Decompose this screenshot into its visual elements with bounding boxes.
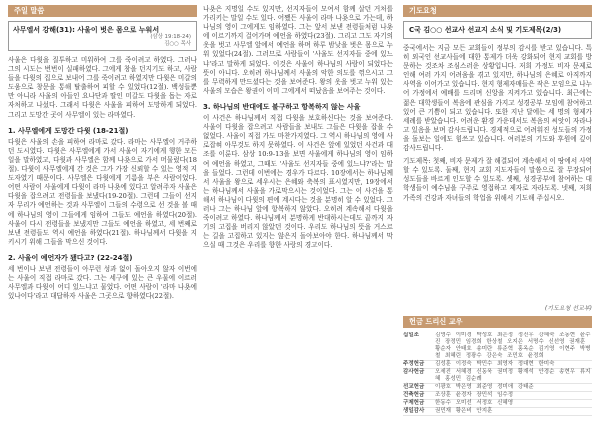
prayer-paragraph: 기도제목: 첫째, 비자 문제가 잘 해결되어 계속해서 이 땅에서 사역할 수 있도록. 둘째, 현지 교회 지도자들이 말씀으로 잘 무장되어 성도들을 바르게 인도할 수 있도록. 셋째, 성경공부에 참여하는 대학생들이 예수님을 구주로 영접하고 제자로 자라도록. 넷째, 저희 가족의 건강과 자녀들의 학업을 위해서 기도해 주십시오.	[403, 157, 592, 202]
section-body: 이 사건은 하나님께서 직접 다윗을 보호하신다는 것을 보여준다. 사울이 다윗을 잡으려고 사람들을 보내도 그들은 다윗을 잡을 수 없었다. 사울이 직접 가도 마찬가지였다. 그 역시 하나님의 영에 사로잡혀 아무것도 하지 못하였다. 이 사건은 앞에 있었던 사건과 대조를 이룬다. 삼상 10:9-13을 보면 사울에게 하나님의 영이 임하여 예언을 하였고, 그때도 '사울도 선지자들 중에 있느냐?'라는 말을 들었다. 그런데 이번에는 경우가 다르다. 10장에서는 하나님께서 사울을 왕으로 세우시는 은혜와 축복의 표시였지만, 19장에서는 하나님께서 사울을 가로막으시는 것이었다. 그는 이 사건을 통해서 하나님이 다윗의 편에 계시다는 것을 분명히 알 수 있었다. 그러나 그는 하나님 앞에 항복하지 않았다. 오히려 계속해서 다윗을 죽이려고 하였다. 하나님께서 분명하게 반대하시는데도 끝까지 자기의 고집을 버리지 않았던 것이다. 우리도 하나님의 뜻을 거스르는 길을 고집하고 있지는 않은지 돌아보아야 한다. 하나님께서 막으실 때 그것은 우리를 향한 사랑의 경고이다.	[203, 114, 393, 250]
prayer-text	[403, 44, 592, 302]
section-heading: 1. 사무엘에게 도망간 다윗 (18-21절)	[8, 126, 129, 135]
offering-row	[403, 332, 592, 361]
offering-names: 한동수 오미선 서정호 신혜영	[435, 400, 514, 406]
offering-row	[403, 392, 592, 400]
offering-row	[403, 369, 592, 384]
sermon-column-continued	[203, 5, 393, 418]
sermon-body	[8, 56, 197, 417]
offering-names: 권민재 황은비 안지훈	[435, 408, 493, 414]
prayer-title: C국 김○○ 선교사 선교지 소식 및 기도제목(2/3)	[403, 21, 592, 39]
offering-category: 감사헌금	[403, 369, 425, 375]
sermon-banner: 주일 말씀	[8, 5, 197, 17]
offering-row	[403, 361, 592, 369]
offering-names: 김성훈 이정숙 박민수 최영자 정대현 한미숙	[435, 361, 555, 367]
offering-category: 십일조	[403, 332, 419, 338]
offering-banner: 헌금 드리신 교우	[403, 316, 592, 328]
offering-row	[403, 400, 592, 408]
sermon-title: 사무엘서 강해(31): 사울이 벗은 몸으로 누워서	[13, 26, 160, 34]
offering-names: 김영수 이미경 박성호 최은정 정진우 강혜숙 조동현 윤수진 장정민 임경희 한상철 오지은 서명수 신선영 권재훈 황순자 안태호 송미란 류준혁 홍옥순 김기영 이현주 박병철 최혜린 정광수 강은숙 조민호 윤정희	[435, 332, 591, 359]
prayer-banner: 기도요청	[403, 5, 592, 17]
section-body: 다윗은 사울의 손을 피하여 라마로 갔다. 라마는 사무엘이 거주하던 도시였다. 다윗은 사무엘에게 가서 사울이 자기에게 행한 모든 일을 말하였고, 다윗과 사무엘은 함께 나욧으로 가서 머물렀다(18절). 다윗이 사무엘에게 간 것은 그가 가장 신뢰할 수 있는 영적 지도자였기 때문이다. 사무엘은 다윗에게 기름을 부은 사람이었다. 어떤 사람이 사울에게 다윗이 라마 나욧에 있다고 알려주자 사울은 다윗을 잡으려고 전령들을 보냈다(19-20절). 그런데 그들이 선지자 무리가 예언하는 것과 사무엘이 그들의 수령으로 선 것을 볼 때에 하나님의 영이 그들에게 임하여 그들도 예언을 하였다(20절). 사울이 다시 전령들을 보냈지만 그들도 예언을 하였고, 세 번째로 보낸 전령들도 역시 예언을 하였다(21절). 하나님께서 다윗을 지키시기 위해 그들을 막으신 것이다.	[8, 137, 197, 246]
sermon-intro: 사울은 다윗을 질투하고 미워하여 그를 죽이려고 하였다. 그러나 그의 시도는 번번이 실패하였다. 그에게 창을 던지기도 하고, 사람들을 다윗의 집으로 보내어 그를 죽이려고 하였지만 다윗은 미갈의 도움으로 창문을 통해 탈출하여 피할 수 있었다(12절). 백성들뿐만 아니라 사울의 아들인 요나단과 딸인 미갈도 다윗을 돕는 자로 자처하고 나섰다. 그래서 다윗은 사울을 피하여 도망하게 되었다. 그리고 도망간 곳이 사무엘이 있는 라마였다.	[8, 56, 197, 119]
scripture-reference: (삼상 19:18-24)	[150, 34, 191, 40]
section-heading: 3. 하나님의 반대에도 불구하고 항복하지 않는 사울	[203, 102, 361, 111]
section-body: 세 번이나 보낸 전령들이 아무런 성과 없이 돌아오지 않자 이번에는 사울이 직접 라마로 갔다. 그는 세구에 있는 큰 우물에 이르러 사무엘과 다윗이 어디 있느냐고 물었다. 어떤 사람이 '라마 나욧에 있나이다'라고 대답하자 사울은 그곳으로 향하였다(22절).	[8, 264, 197, 301]
offering-category: 구제헌금	[403, 400, 425, 406]
offering-names: 오세진 서혜경 신동욱 권미정 황재석 안경순 송현우 류지혜 홍성민 김순례	[435, 369, 591, 382]
offering-category: 주정헌금	[403, 361, 425, 367]
offering-row	[403, 408, 592, 416]
sermon-meta	[150, 34, 191, 48]
offering-category: 건축헌금	[403, 392, 425, 398]
sermon-title-box	[8, 21, 197, 51]
offering-category: 생일감사	[403, 408, 425, 414]
offering-names: 이광호 박은영 최준영 정미애 강태준	[435, 384, 534, 390]
prayer-signature: (기도요청 선교부)	[544, 305, 592, 312]
sermon-column	[8, 5, 197, 418]
section-heading: 2. 사울이 예언자가 됐다고? (22-24절)	[8, 253, 133, 262]
preacher-name: 김○○ 목사	[164, 41, 191, 47]
offering-names: 조상훈 윤경자 장민석 임수정	[435, 392, 514, 398]
offering-category: 선교헌금	[403, 384, 425, 390]
prayer-paragraph: 중국에서는 지금 모든 교회들이 정부의 감시를 받고 있습니다. 특히 외국인 선교사들에 대한 통제가 더욱 강화되어 현지 교회를 방문하는 것조차 조심스러운 상황입니다. 저희 가정도 비자 문제로 인해 여러 가지 어려움을 겪고 있지만, 하나님의 은혜로 아직까지 사역을 이어가고 있습니다. 현지 형제자매들은 작은 모임으로 나누어 가정에서 예배를 드리며 신앙을 지켜가고 있습니다. 최근에는 젊은 대학생들이 복음에 관심을 가지고 성경공부 모임에 참여하고 있어 큰 기쁨이 되고 있습니다. 또한 지난 달에는 세 명의 형제가 세례를 받았습니다. 어려운 환경 가운데서도 복음의 씨앗이 자라나고 있음을 보며 감사드립니다. 경제적으로 어려워진 성도들의 가정을 돌보는 일에도 힘쓰고 있습니다. 여러분의 기도와 후원에 깊이 감사드립니다.	[403, 44, 592, 153]
info-column	[403, 5, 592, 418]
offering-row	[403, 384, 592, 392]
offering-list	[403, 332, 592, 418]
section-body: 나욧은 지명일 수도 있지만, 선지자들이 모여서 함께 살던 거처를 가리키는 말일 수도 있다. 어쨌든 사울이 라마 나욧으로 가는데, 하나님의 영이 그에게도 임하였다. 그는 앞서 보낸 전령들처럼 나욧에 이르기까지 걸어가며 예언을 하였다(23절). 그리고 그도 자기의 옷을 벗고 사무엘 앞에서 예언을 하며 하루 밤낮을 벗은 몸으로 누워 있었다(24절). 그러므로 사람들이 '사울도 선지자들 중에 있느냐'라고 말하게 되었다. 이것은 사울이 하나님의 사람이 되었다는 뜻이 아니다. 오히려 하나님께서 사울의 악한 의도를 꺾으시고 그를 무력하게 만드셨다는 것을 보여준다. 왕의 옷을 벗고 누워 있는 사울의 모습은 왕권이 이미 그에게서 떠났음을 보여주는 것이다.	[203, 5, 393, 95]
sermon-body-continued	[203, 5, 393, 418]
